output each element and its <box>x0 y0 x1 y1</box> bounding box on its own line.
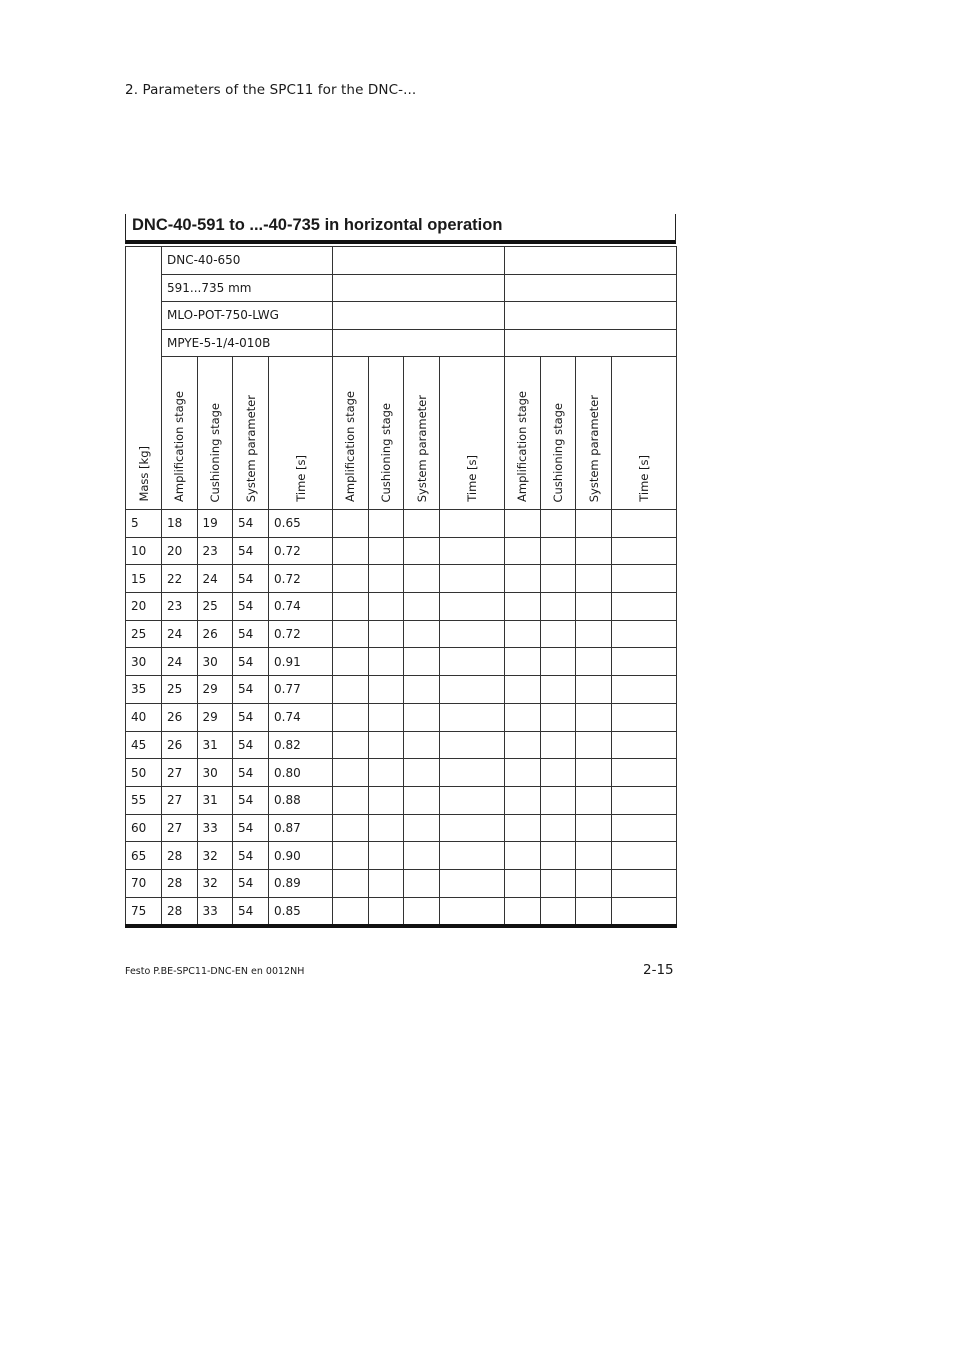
info-cell <box>505 329 677 357</box>
value-cell <box>440 648 505 676</box>
info-row <box>126 302 677 330</box>
value-cell: 22 <box>162 565 198 593</box>
value-cell: 18 <box>162 510 198 538</box>
table-row <box>126 676 677 704</box>
value-cell <box>612 565 677 593</box>
info-cell: MLO-POT-750-LWG <box>162 302 333 330</box>
value-cell: 27 <box>162 759 198 787</box>
value-cell: 25 <box>162 676 198 704</box>
value-cell: 54 <box>233 759 269 787</box>
table-row <box>126 731 677 759</box>
value-cell: 19 <box>197 510 233 538</box>
value-cell <box>404 731 440 759</box>
info-cell: 591...735 mm <box>162 274 333 302</box>
value-cell: 33 <box>197 897 233 926</box>
mass-cell: 60 <box>126 814 162 842</box>
value-cell <box>505 648 541 676</box>
value-cell: 54 <box>233 842 269 870</box>
value-cell <box>440 786 505 814</box>
value-cell <box>440 620 505 648</box>
value-cell <box>505 565 541 593</box>
value-cell: 54 <box>233 676 269 704</box>
value-cell <box>576 759 612 787</box>
column-header: Cushioning stage <box>207 402 222 502</box>
value-cell <box>540 703 576 731</box>
column-header-cell <box>333 357 369 510</box>
value-cell <box>440 842 505 870</box>
value-cell <box>612 676 677 704</box>
value-cell <box>576 510 612 538</box>
table-row <box>126 510 677 538</box>
value-cell <box>368 703 404 731</box>
value-cell: 28 <box>162 869 198 897</box>
value-cell <box>612 759 677 787</box>
value-cell <box>404 842 440 870</box>
info-cell: DNC-40-650 <box>162 247 333 275</box>
value-cell: 31 <box>197 731 233 759</box>
value-cell <box>576 565 612 593</box>
value-cell <box>612 897 677 926</box>
value-cell <box>612 869 677 897</box>
value-cell <box>440 814 505 842</box>
value-cell <box>576 703 612 731</box>
table-row <box>126 703 677 731</box>
value-cell: 0.65 <box>269 510 333 538</box>
footer-document-id: Festo P.BE-SPC11-DNC-EN en 0012NH <box>125 966 305 977</box>
value-cell: 30 <box>197 759 233 787</box>
value-cell <box>540 759 576 787</box>
value-cell: 54 <box>233 648 269 676</box>
value-cell <box>333 897 369 926</box>
value-cell <box>440 565 505 593</box>
value-cell: 54 <box>233 620 269 648</box>
value-cell: 0.80 <box>269 759 333 787</box>
value-cell <box>404 593 440 621</box>
column-header: Time [s] <box>293 455 308 502</box>
table-title: DNC-40-591 to ...-40-735 in horizontal operation <box>132 216 503 234</box>
value-cell: 0.74 <box>269 703 333 731</box>
value-cell <box>612 537 677 565</box>
value-cell <box>333 703 369 731</box>
value-cell <box>505 897 541 926</box>
column-header: System parameter <box>243 394 258 502</box>
value-cell: 28 <box>162 897 198 926</box>
value-cell <box>368 731 404 759</box>
info-cell <box>333 302 505 330</box>
table-row <box>126 620 677 648</box>
value-cell: 0.72 <box>269 537 333 565</box>
value-cell: 29 <box>197 676 233 704</box>
value-cell <box>333 565 369 593</box>
column-header: Amplification stage <box>172 391 187 502</box>
value-cell <box>368 620 404 648</box>
value-cell <box>404 814 440 842</box>
value-cell: 27 <box>162 814 198 842</box>
value-cell <box>505 676 541 704</box>
value-cell <box>368 537 404 565</box>
value-cell: 54 <box>233 814 269 842</box>
mass-cell: 55 <box>126 786 162 814</box>
page-header: 2. Parameters of the SPC11 for the DNC-... <box>125 82 417 98</box>
value-cell <box>404 620 440 648</box>
value-cell: 30 <box>197 648 233 676</box>
column-header: Amplification stage <box>515 391 530 502</box>
column-header-cell <box>505 357 541 510</box>
mass-cell: 15 <box>126 565 162 593</box>
value-cell <box>404 703 440 731</box>
value-cell <box>333 869 369 897</box>
value-cell: 0.82 <box>269 731 333 759</box>
value-cell <box>505 620 541 648</box>
value-cell <box>612 593 677 621</box>
value-cell <box>505 593 541 621</box>
value-cell <box>440 676 505 704</box>
value-cell <box>440 759 505 787</box>
value-cell <box>505 537 541 565</box>
mass-cell: 20 <box>126 593 162 621</box>
value-cell <box>576 648 612 676</box>
mass-cell: 45 <box>126 731 162 759</box>
mass-cell: 50 <box>126 759 162 787</box>
value-cell: 28 <box>162 842 198 870</box>
value-cell: 24 <box>162 648 198 676</box>
value-cell: 23 <box>162 593 198 621</box>
value-cell: 54 <box>233 786 269 814</box>
column-header-cell <box>368 357 404 510</box>
value-cell <box>576 814 612 842</box>
value-cell <box>576 620 612 648</box>
value-cell <box>368 759 404 787</box>
value-cell <box>333 593 369 621</box>
mass-cell: 75 <box>126 897 162 926</box>
value-cell <box>576 869 612 897</box>
value-cell <box>505 759 541 787</box>
table-row <box>126 759 677 787</box>
info-cell: MPYE-5-1/4-010B <box>162 329 333 357</box>
value-cell <box>333 842 369 870</box>
value-cell: 27 <box>162 786 198 814</box>
value-cell: 0.72 <box>269 620 333 648</box>
column-header: Cushioning stage <box>378 402 393 502</box>
value-cell: 20 <box>162 537 198 565</box>
value-cell <box>612 814 677 842</box>
value-cell <box>404 510 440 538</box>
value-cell: 26 <box>162 703 198 731</box>
value-cell: 25 <box>197 593 233 621</box>
value-cell <box>368 814 404 842</box>
value-cell <box>368 510 404 538</box>
value-cell <box>440 593 505 621</box>
value-cell: 0.88 <box>269 786 333 814</box>
column-header-row <box>126 357 677 510</box>
value-cell: 0.72 <box>269 565 333 593</box>
table-row <box>126 648 677 676</box>
value-cell: 32 <box>197 842 233 870</box>
mass-cell: 30 <box>126 648 162 676</box>
value-cell <box>540 897 576 926</box>
value-cell <box>333 676 369 704</box>
value-cell <box>333 731 369 759</box>
value-cell <box>368 869 404 897</box>
value-cell <box>540 842 576 870</box>
value-cell <box>540 731 576 759</box>
value-cell <box>540 814 576 842</box>
value-cell: 54 <box>233 565 269 593</box>
mass-header: Mass [kg] <box>136 446 151 502</box>
value-cell: 54 <box>233 731 269 759</box>
column-header-cell <box>540 357 576 510</box>
mass-cell: 40 <box>126 703 162 731</box>
value-cell <box>576 786 612 814</box>
column-header: Time [s] <box>465 455 479 502</box>
value-cell <box>404 869 440 897</box>
info-cell <box>505 247 677 275</box>
value-cell <box>440 897 505 926</box>
value-cell <box>333 648 369 676</box>
value-cell <box>540 537 576 565</box>
value-cell <box>576 537 612 565</box>
value-cell <box>333 814 369 842</box>
value-cell <box>333 510 369 538</box>
info-row <box>126 329 677 357</box>
value-cell <box>404 897 440 926</box>
value-cell <box>576 676 612 704</box>
value-cell <box>404 648 440 676</box>
mass-cell: 10 <box>126 537 162 565</box>
value-cell <box>333 786 369 814</box>
info-row <box>126 247 677 275</box>
value-cell <box>505 510 541 538</box>
value-cell <box>440 731 505 759</box>
value-cell: 31 <box>197 786 233 814</box>
parameter-table <box>125 246 677 928</box>
value-cell: 26 <box>162 731 198 759</box>
value-cell: 24 <box>162 620 198 648</box>
value-cell <box>540 593 576 621</box>
value-cell: 0.91 <box>269 648 333 676</box>
value-cell <box>404 786 440 814</box>
mass-header-cell <box>126 247 162 510</box>
value-cell <box>576 897 612 926</box>
footer-page-number: 2-15 <box>643 962 674 978</box>
value-cell: 0.89 <box>269 869 333 897</box>
info-cell <box>505 274 677 302</box>
value-cell <box>404 759 440 787</box>
value-cell: 0.77 <box>269 676 333 704</box>
value-cell <box>404 537 440 565</box>
table-row <box>126 565 677 593</box>
value-cell <box>440 869 505 897</box>
table-title-box <box>125 214 676 244</box>
mass-cell: 65 <box>126 842 162 870</box>
value-cell <box>540 620 576 648</box>
value-cell: 23 <box>197 537 233 565</box>
value-cell <box>612 703 677 731</box>
value-cell <box>440 510 505 538</box>
value-cell <box>368 676 404 704</box>
mass-cell: 5 <box>126 510 162 538</box>
value-cell <box>333 537 369 565</box>
value-cell <box>612 510 677 538</box>
value-cell <box>505 869 541 897</box>
info-row <box>126 274 677 302</box>
value-cell <box>612 620 677 648</box>
value-cell <box>505 703 541 731</box>
column-header: Time [s] <box>637 455 651 502</box>
mass-cell: 70 <box>126 869 162 897</box>
value-cell <box>404 676 440 704</box>
value-cell: 32 <box>197 869 233 897</box>
value-cell: 33 <box>197 814 233 842</box>
value-cell: 54 <box>233 703 269 731</box>
value-cell <box>333 759 369 787</box>
value-cell: 0.87 <box>269 814 333 842</box>
value-cell <box>404 565 440 593</box>
value-cell <box>540 786 576 814</box>
value-cell <box>440 703 505 731</box>
column-header-cell <box>233 357 269 510</box>
value-cell <box>368 842 404 870</box>
column-header: Cushioning stage <box>550 402 565 502</box>
value-cell: 0.90 <box>269 842 333 870</box>
table-body <box>126 247 677 927</box>
value-cell <box>540 648 576 676</box>
value-cell <box>576 842 612 870</box>
info-cell <box>333 274 505 302</box>
column-header: System parameter <box>414 394 429 502</box>
value-cell <box>368 565 404 593</box>
value-cell <box>505 786 541 814</box>
column-header-cell <box>162 357 198 510</box>
value-cell <box>612 731 677 759</box>
value-cell: 0.74 <box>269 593 333 621</box>
table-row <box>126 897 677 926</box>
value-cell: 29 <box>197 703 233 731</box>
value-cell: 54 <box>233 897 269 926</box>
value-cell: 26 <box>197 620 233 648</box>
column-header-cell <box>197 357 233 510</box>
table-row <box>126 814 677 842</box>
value-cell <box>505 731 541 759</box>
table-row <box>126 842 677 870</box>
value-cell <box>612 648 677 676</box>
value-cell <box>505 814 541 842</box>
value-cell <box>368 593 404 621</box>
table-row <box>126 786 677 814</box>
value-cell <box>368 648 404 676</box>
column-header-cell <box>404 357 440 510</box>
info-cell <box>505 302 677 330</box>
value-cell <box>576 731 612 759</box>
info-cell <box>333 329 505 357</box>
column-header: Amplification stage <box>343 391 358 502</box>
value-cell <box>505 842 541 870</box>
value-cell <box>440 537 505 565</box>
value-cell <box>540 676 576 704</box>
value-cell <box>333 620 369 648</box>
value-cell <box>540 510 576 538</box>
value-cell: 54 <box>233 510 269 538</box>
column-header-cell <box>269 357 333 510</box>
value-cell: 54 <box>233 869 269 897</box>
column-header-cell <box>576 357 612 510</box>
info-cell <box>333 247 505 275</box>
column-header-cell <box>440 357 505 510</box>
value-cell <box>612 842 677 870</box>
value-cell: 54 <box>233 537 269 565</box>
table-row <box>126 537 677 565</box>
value-cell: 24 <box>197 565 233 593</box>
column-header: System parameter <box>586 394 601 502</box>
value-cell <box>368 786 404 814</box>
mass-cell: 35 <box>126 676 162 704</box>
value-cell <box>540 565 576 593</box>
table-row <box>126 593 677 621</box>
column-header-cell <box>612 357 677 510</box>
value-cell <box>540 869 576 897</box>
value-cell <box>368 897 404 926</box>
value-cell <box>576 593 612 621</box>
value-cell: 54 <box>233 593 269 621</box>
mass-cell: 25 <box>126 620 162 648</box>
table-row <box>126 869 677 897</box>
value-cell: 0.85 <box>269 897 333 926</box>
value-cell <box>612 786 677 814</box>
